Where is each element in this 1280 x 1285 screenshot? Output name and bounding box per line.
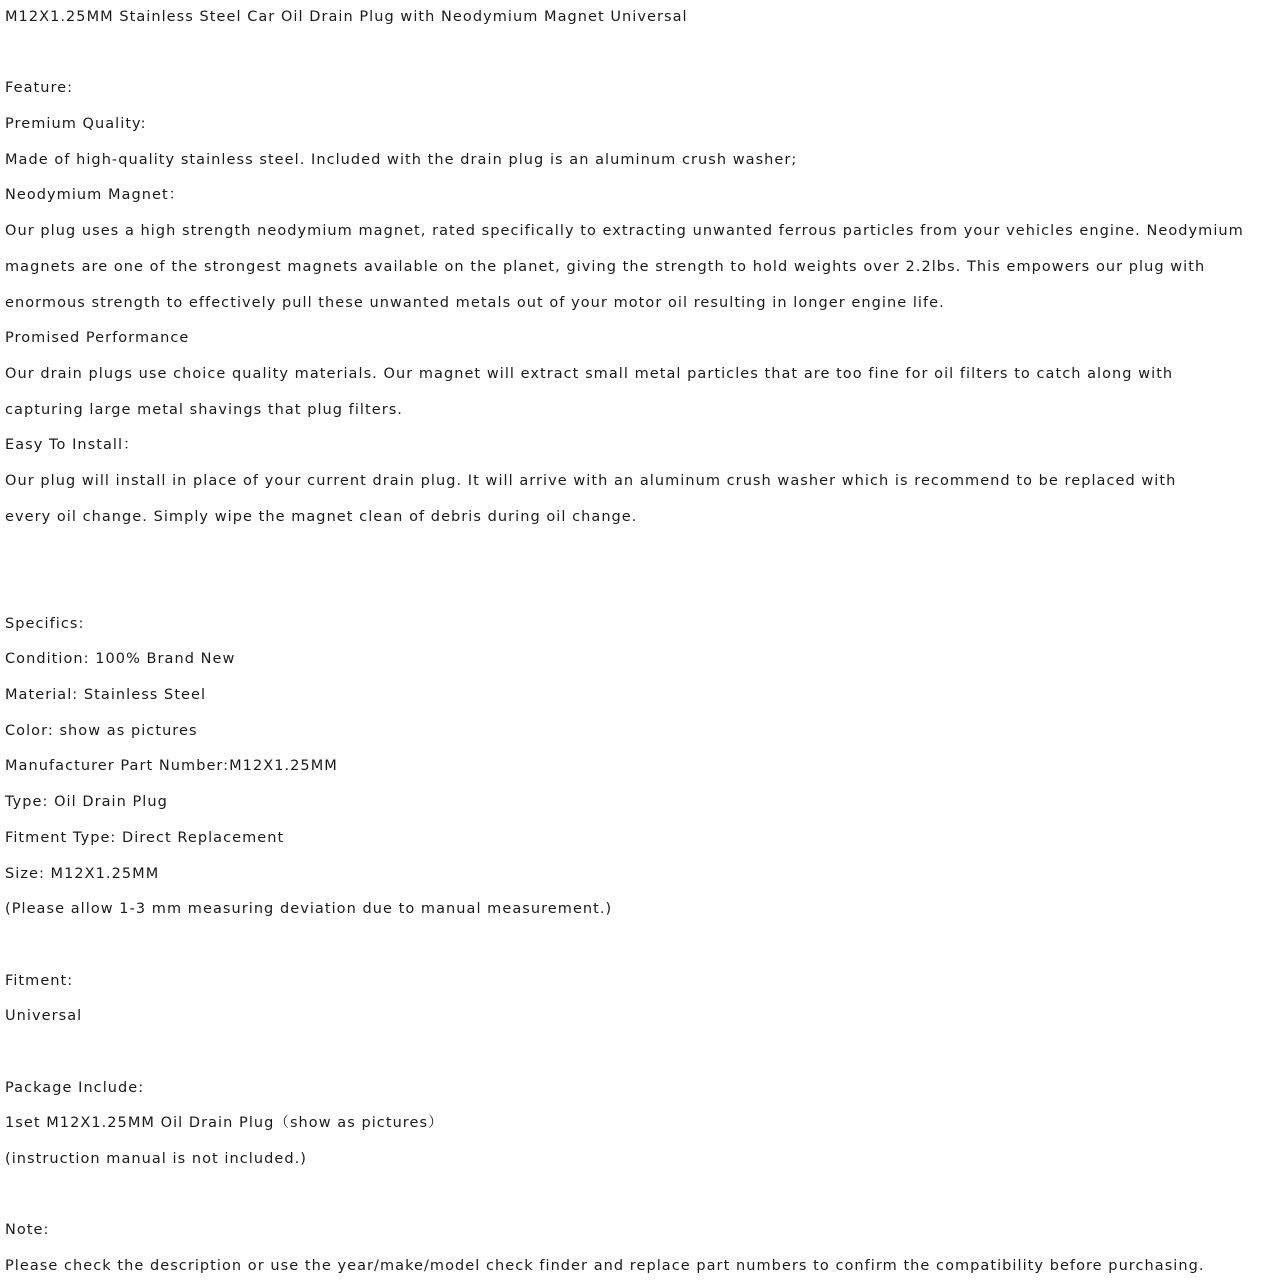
- spec-item: Condition: 100% Brand New: [5, 651, 236, 668]
- spec-item: Manufacturer Part Number:M12X1.25MM: [5, 758, 338, 775]
- package-item: 1set M12X1.25MM Oil Drain Plug（show as pictures）: [5, 1115, 444, 1132]
- promised-performance-text: Our drain plugs use choice quality materials. Our magnet will extract small metal particles that are too fine for oil filters to catch along with: [5, 365, 1174, 382]
- easy-install-heading: Easy To Install：: [5, 437, 139, 454]
- feature-heading: Feature:: [5, 80, 74, 97]
- spacer: [5, 1178, 1275, 1214]
- spec-item: Material: Stainless Steel: [5, 687, 207, 704]
- neodymium-magnet-text: magnets are one of the strongest magnets available on the planet, giving the strength to hold weights over 2.2lbs. This empowers our plug with: [5, 258, 1206, 275]
- product-title: M12X1.25MM Stainless Steel Car Oil Drain Plug with Neodymium Magnet Universal: [5, 9, 688, 25]
- package-item: (instruction manual is not included.): [5, 1151, 307, 1167]
- promised-performance-heading: Promised Performance: [5, 330, 190, 347]
- fitment-heading: Fitment:: [5, 972, 74, 989]
- spacer: [5, 928, 1275, 964]
- spec-item: Size: M12X1.25MM: [5, 865, 160, 882]
- premium-quality-text: Made of high-quality stainless steel. Included with the drain plug is an aluminum crush washer;: [5, 151, 798, 168]
- neodymium-magnet-heading: Neodymium Magnet：: [5, 187, 185, 204]
- spacer: [5, 571, 1275, 607]
- package-heading: Package Include:: [5, 1079, 145, 1096]
- note-heading: Note:: [5, 1222, 50, 1239]
- easy-install-text: every oil change. Simply wipe the magnet clean of debris during oil change.: [5, 508, 638, 525]
- neodymium-magnet-text: enormous strength to effectively pull these unwanted metals out of your motor oil resulting in longer engine life.: [5, 294, 945, 311]
- spacer: [5, 36, 1275, 72]
- easy-install-text: Our plug will install in place of your current drain plug. It will arrive with an aluminum crush washer which is recommend to be replaced with: [5, 472, 1177, 489]
- neodymium-magnet-text: Our plug uses a high strength neodymium magnet, rated specifically to extracting unwanted ferrous particles from your vehicles engine. Neodymium: [5, 223, 1244, 240]
- spec-item: Color: show as pictures: [5, 722, 198, 739]
- note-text: Please check the description or use the year/make/model check finder and replace part numbers to confirm the compatibility before purchasing.: [5, 1258, 1205, 1275]
- fitment-value: Universal: [5, 1008, 83, 1025]
- spec-item: Fitment Type: Direct Replacement: [5, 829, 285, 846]
- specifics-heading: Specifics:: [5, 615, 85, 632]
- spec-item: Type: Oil Drain Plug: [5, 794, 168, 811]
- spacer: [5, 1035, 1275, 1071]
- premium-quality-heading: Premium Quality:: [5, 116, 147, 133]
- product-description: [5, 0, 1275, 1285]
- spec-item: (Please allow 1-3 mm measuring deviation due to manual measurement.): [5, 901, 613, 918]
- promised-performance-text: capturing large metal shavings that plug filters.: [5, 401, 403, 418]
- spacer: [5, 535, 1275, 571]
